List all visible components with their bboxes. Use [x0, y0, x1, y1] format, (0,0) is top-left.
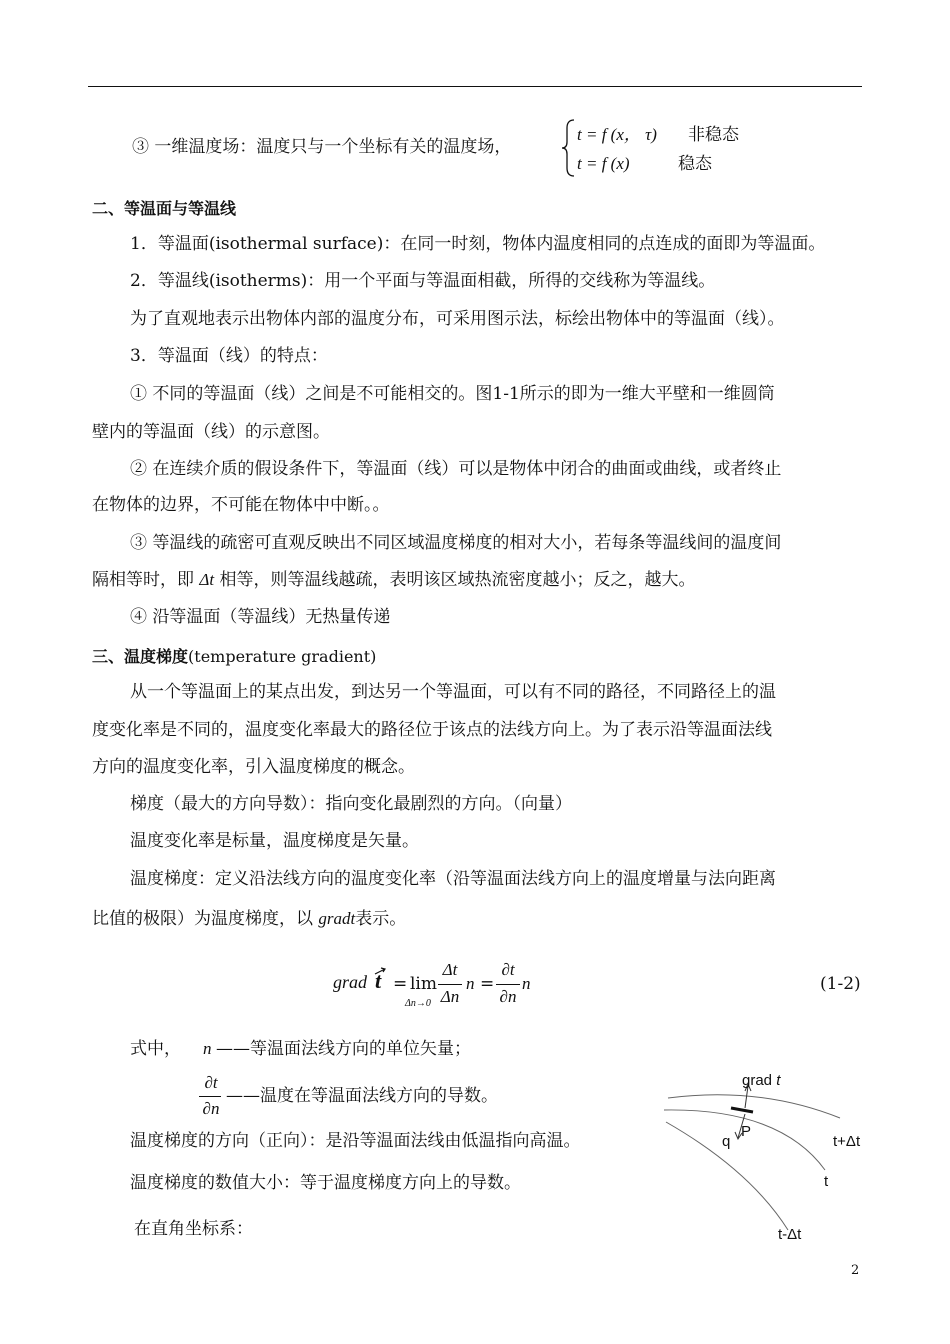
- eq-n2: n: [522, 974, 531, 993]
- fig-q-label: q: [722, 1133, 731, 1150]
- fig-t-plus-label: t+Δt: [833, 1133, 861, 1150]
- features-title: 3．等温面（线）的特点：: [130, 346, 328, 366]
- temp-gradient-def-line2: [92, 908, 406, 930]
- eq-steady: t = f (x): [577, 154, 630, 173]
- point-p-tick: [731, 1108, 753, 1112]
- section3-heading-cn: 三、温度梯度: [92, 647, 189, 666]
- eq-delta-n: Δn: [440, 987, 460, 1006]
- eq-delta-t: Δt: [442, 960, 458, 979]
- feature4: ④ 沿等温面（等温线）无热量传递: [130, 607, 391, 627]
- fig-t-minus-label: t-Δt: [778, 1226, 802, 1243]
- feature3-line1: ③ 等温线的疏密可直观反映出不同区域温度梯度的相对大小，若每条等温线间的温度间: [130, 533, 782, 553]
- eq-lim-sub: Δn→0: [405, 998, 431, 1009]
- eq-unsteady: t = f (x， τ): [577, 125, 657, 144]
- def-pre: 比值的极限）为温度梯度，以: [92, 909, 319, 929]
- fig-grad-text: grad: [742, 1072, 777, 1089]
- eq-partial-n: ∂n: [499, 987, 517, 1006]
- feature1-line2: 壁内的等温面（线）的示意图。: [92, 422, 330, 442]
- where-n: n: [203, 1039, 212, 1058]
- gradt-symbol: gradt: [318, 909, 356, 928]
- gradient-def: 梯度（最大的方向导数）：指向变化最剧烈的方向。（向量）: [130, 794, 572, 814]
- isotherm-def: 2．等温线(isotherms)：用一个平面与等温面相截，所得的交线称为等温线。: [130, 271, 716, 291]
- isotherm-t-plus: [668, 1095, 840, 1118]
- feature2-line2: 在物体的边界，不可能在物体中中断。。: [92, 495, 390, 515]
- where-derivative-desc: ——温度在等温面法线方向的导数。: [226, 1086, 498, 1106]
- feature3-post: 相等，则等温线越疏，表明该区域热流密度越小；反之，越大。: [214, 570, 696, 590]
- delta-t: Δt: [199, 570, 215, 589]
- eq-lim: lim: [410, 974, 437, 994]
- graphical-method-text: 为了直观地表示出物体内部的温度分布，可采用图示法，标绘出物体中的等温面（线）。: [130, 309, 785, 329]
- item3-text: ③ 一维温度场：温度只与一个坐标有关的温度场，: [132, 137, 512, 157]
- eq-grad: grad: [333, 972, 368, 992]
- page-number: 2: [851, 1263, 860, 1278]
- gradient-intro-line3: 方向的温度变化率，引入温度梯度的概念。: [92, 757, 415, 777]
- section3-heading: [92, 644, 376, 668]
- scalar-vector-text: 温度变化率是标量，温度梯度是矢量。: [130, 831, 419, 851]
- feature2-line1: ② 在连续介质的假设条件下，等温面（线）可以是物体中闭合的曲面或曲线，或者终止: [130, 459, 782, 479]
- eq-n1: n: [466, 974, 475, 993]
- isotherm-figure: [640, 1060, 880, 1260]
- isothermal-surface-def: 1．等温面(isothermal surface)：在同一时刻，物体内温度相同的点连成的面即为等温面。: [130, 234, 826, 254]
- header-rule: [88, 86, 862, 87]
- where-partial-t: ∂t: [204, 1073, 218, 1092]
- temp-gradient-def-line1: 温度梯度：定义沿法线方向的温度变化率（沿等温面法线方向上的温度增量与法向距离: [130, 869, 776, 889]
- feature3-pre: 隔相等时，即: [92, 570, 200, 590]
- vector-arrow-icon: [374, 966, 388, 976]
- section2-heading: 二、等温面与等温线: [92, 199, 237, 218]
- eq-partial-t: ∂t: [501, 960, 515, 979]
- fig-t-label: t: [824, 1173, 829, 1190]
- gradient-magnitude: 温度梯度的数值大小：等于温度梯度方向上的导数。: [130, 1173, 521, 1193]
- section3-heading-en: (temperature gradient): [188, 647, 377, 666]
- eq-steady-label: 稳态: [678, 154, 712, 174]
- where-label: 式中，: [130, 1039, 181, 1059]
- equation-number: (1-2): [820, 974, 861, 994]
- gradient-direction: 温度梯度的方向（正向）：是沿等温面法线由低温指向高温。: [130, 1131, 581, 1151]
- where-n-desc: ——等温面法线方向的单位矢量；: [216, 1039, 471, 1059]
- fig-grad-t: t: [776, 1072, 781, 1089]
- cartesian-label: 在直角坐标系：: [134, 1219, 253, 1239]
- eq-unsteady-label: 非稳态: [688, 125, 739, 145]
- gradient-intro-line2: 度变化率是不同的，温度变化率最大的路径位于该点的法线方向上。为了表示沿等温面法线: [92, 720, 772, 740]
- eq-t-vector: t: [375, 968, 382, 993]
- feature1-line1: ① 不同的等温面（线）之间是不可能相交的。图1-1所示的即为一维大平壁和一维圆筒: [130, 384, 775, 404]
- fig-point-p: P: [741, 1123, 752, 1140]
- fig-grad-label: [742, 1072, 780, 1089]
- def-post: 表示。: [355, 909, 407, 929]
- where-partial-n: ∂n: [202, 1099, 220, 1118]
- gradient-intro-line1: 从一个等温面上的某点出发，到达另一个等温面，可以有不同的路径，不同路径上的温: [130, 682, 776, 702]
- feature3-line2: [92, 569, 696, 591]
